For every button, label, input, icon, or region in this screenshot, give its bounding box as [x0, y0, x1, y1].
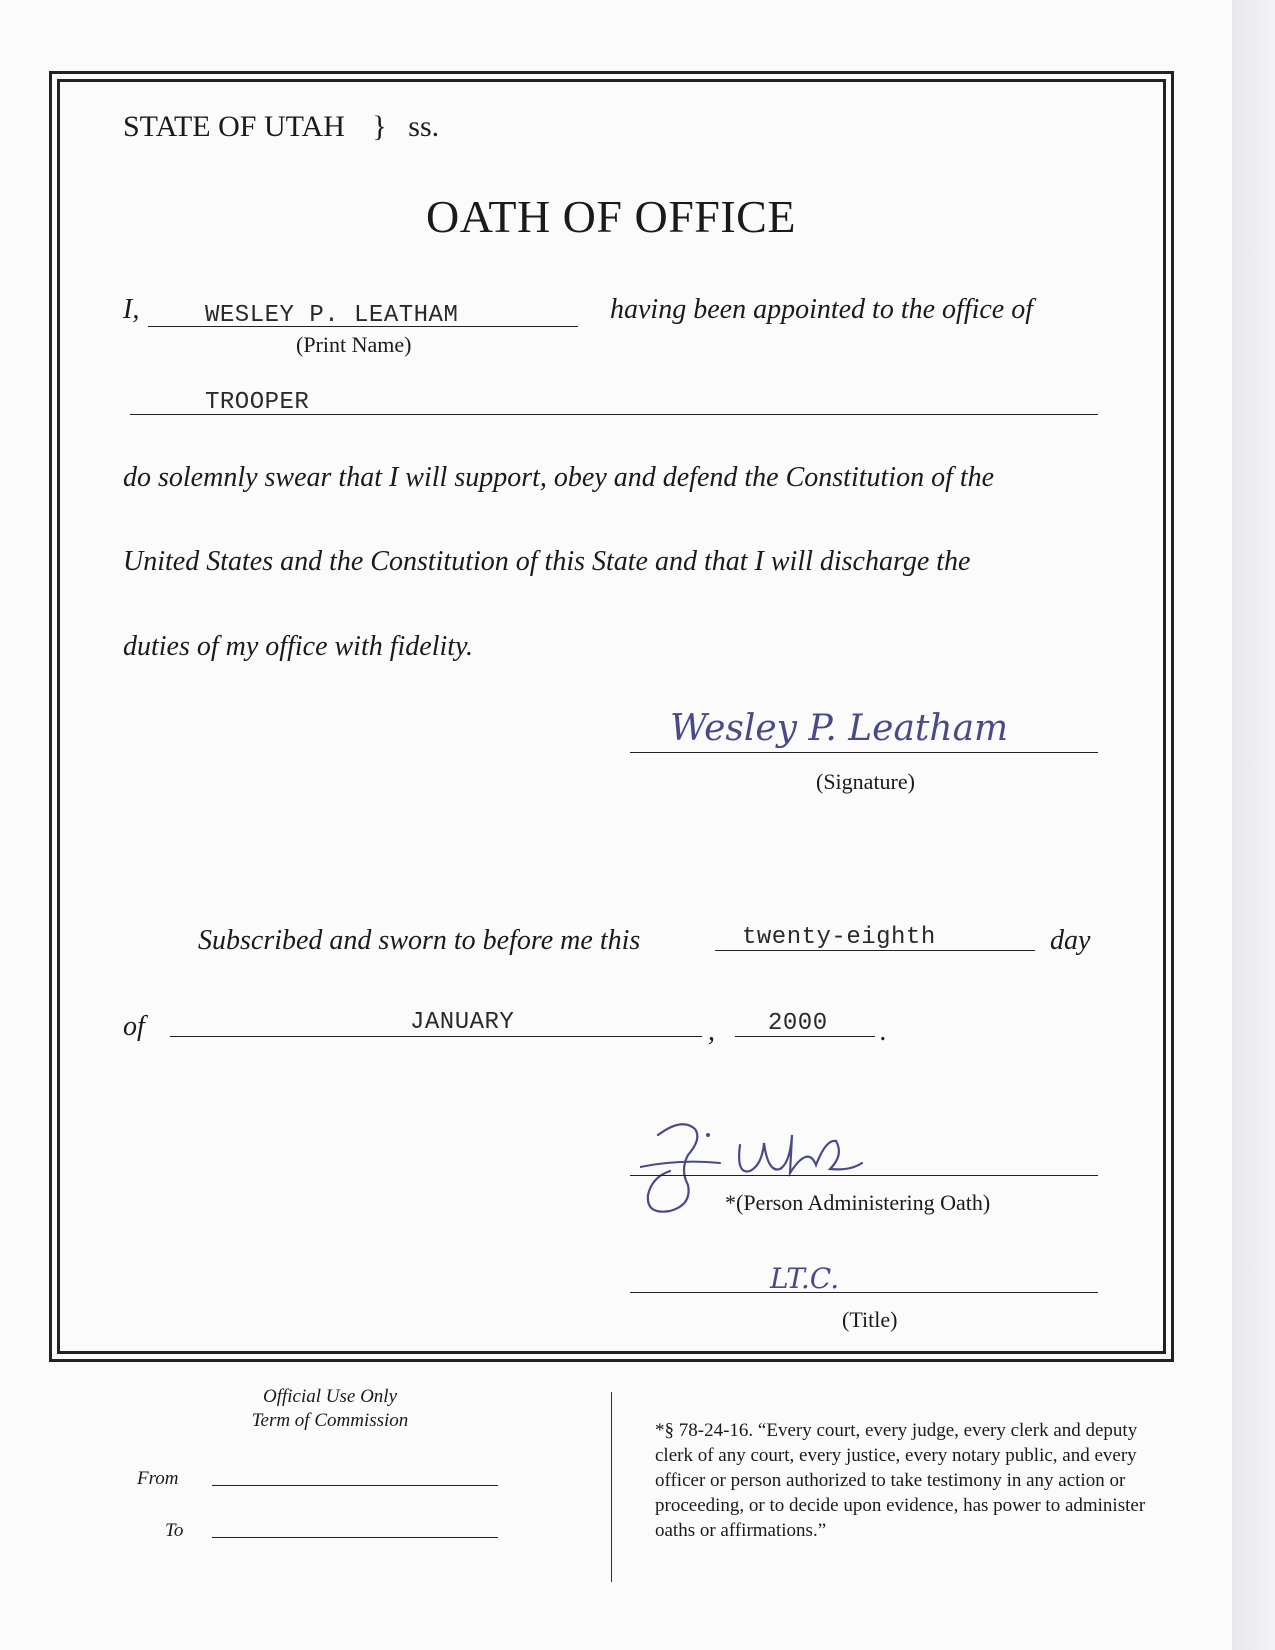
- administrator-caption: *(Person Administering Oath): [725, 1190, 991, 1215]
- year-line: [735, 1036, 875, 1037]
- day-value: twenty-eighth: [742, 924, 936, 951]
- term-of-commission-label: Term of Commission: [251, 1410, 409, 1431]
- section-divider: [611, 1392, 612, 1582]
- from-label: From: [137, 1468, 179, 1489]
- official-use-label: Official Use Only: [262, 1386, 398, 1407]
- oath-line-2: United States and the Constitution of this State and that I will discharge the: [123, 546, 971, 577]
- administrator-line: [630, 1175, 1098, 1176]
- handwritten-title: LT.C.: [770, 1262, 840, 1295]
- period: .: [880, 1016, 887, 1047]
- state-name: STATE OF UTAH: [123, 110, 345, 143]
- i-prefix: I,: [123, 294, 140, 325]
- signature-line: [630, 752, 1098, 753]
- day-line: [715, 950, 1035, 951]
- office-line: [130, 414, 1098, 415]
- sworn-phrase: Subscribed and sworn to before me this: [198, 925, 641, 956]
- print-name-caption: (Print Name): [296, 332, 412, 357]
- month-value: JANUARY: [410, 1009, 515, 1036]
- oath-line-1: do solemnly swear that I will support, obey and defend the Constitution of the: [123, 462, 995, 493]
- page-title: OATH OF OFFICE: [426, 191, 796, 242]
- to-line: [212, 1537, 498, 1538]
- title-line: [630, 1292, 1098, 1293]
- oath-line-3: duties of my office with fidelity.: [123, 631, 473, 662]
- signature-caption: (Signature): [816, 769, 915, 794]
- ss-abbrev: ss.: [408, 110, 440, 143]
- month-line: [170, 1036, 702, 1037]
- to-label: To: [165, 1520, 184, 1541]
- comma: ,: [708, 1016, 715, 1047]
- year-value: 2000: [768, 1010, 828, 1037]
- day-word: day: [1050, 925, 1091, 956]
- printed-name: WESLEY P. LEATHAM: [205, 302, 459, 329]
- office-value: TROOPER: [205, 389, 310, 416]
- from-line: [212, 1485, 498, 1486]
- title-caption: (Title): [842, 1307, 898, 1332]
- brace: }: [372, 110, 387, 143]
- name-line: [148, 326, 578, 327]
- handwritten-signature: Wesley P. Leatham: [670, 708, 1009, 749]
- page-edge: [1232, 0, 1275, 1650]
- state-heading: [123, 110, 439, 144]
- of-word: of: [123, 1011, 145, 1042]
- statute-footnote: *§ 78-24-16. “Every court, every judge, every clerk and deputy clerk of any court, every justice, every notary public, and every officer or person authorized to take testimony in any action or proceeding, or to decide upon evidence, has power to administer oaths or affirmations.”: [655, 1420, 1146, 1541]
- appointed-phrase: having been appointed to the office of: [610, 294, 1034, 325]
